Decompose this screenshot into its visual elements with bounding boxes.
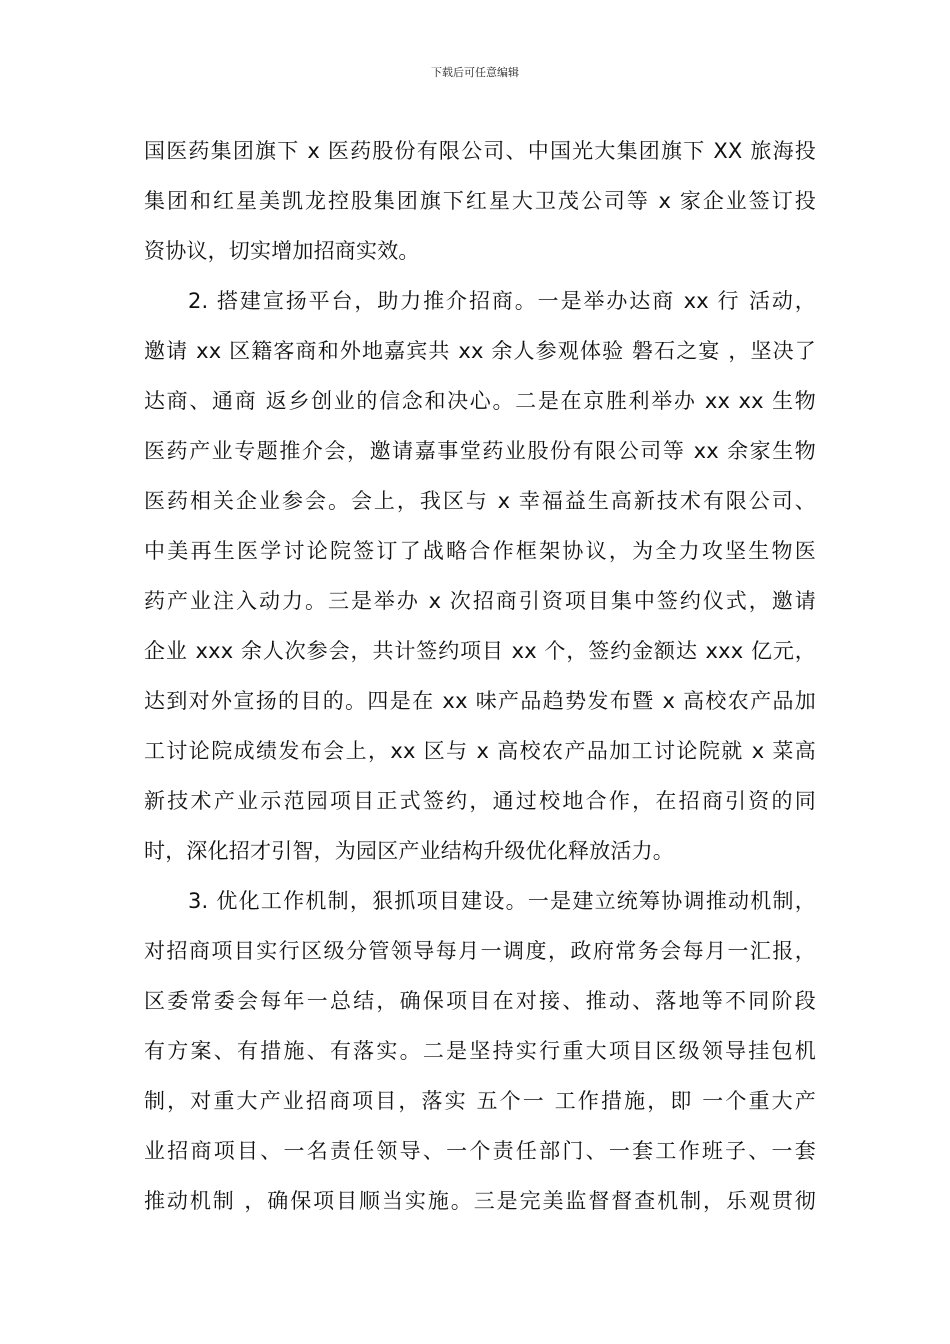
body-line: 国医药集团旗下 x 医药股份有限公司、中国光大集团旗下 XX 旅海投: [144, 139, 816, 163]
body-line: 企业 xxx 余人次参会，共计签约项目 xx 个，签约金额达 xxx 亿元，: [144, 639, 816, 663]
body-line: 新技术产业示范园项目正式签约，通过校地合作，在招商引资的同: [144, 789, 816, 813]
body-line: 有方案、有措施、有落实。二是坚持实行重大项目区级领导挂包机: [144, 1039, 816, 1063]
body-line: 对招商项目实行区级分管领导每月一调度，政府常务会每月一汇报，: [144, 939, 816, 963]
body-line: 资协议，切实增加招商实效。: [144, 239, 420, 263]
body-line: 3. 优化工作机制，狠抓项目建设。一是建立统筹协调推动机制，: [188, 889, 816, 913]
body-line: 推动机制 ，确保项目顺当实施。三是完美监督督查机制，乐观贯彻: [144, 1189, 816, 1213]
body-line: 时，深化招才引智，为园区产业结构升级优化释放活力。: [144, 839, 674, 863]
body-line: 医药产业专题推介会，邀请嘉事堂药业股份有限公司等 xx 余家生物: [144, 439, 816, 463]
body-line: 邀请 xx 区籍客商和外地嘉宾共 xx 余人参观体验 磐石之宴 ，坚决了: [144, 339, 816, 363]
body-line: 医药相关企业参会。会上，我区与 x 幸福益生高新技术有限公司、: [144, 489, 816, 513]
body-line: 业招商项目、一名责任领导、一个责任部门、一套工作班子、一套: [144, 1139, 816, 1163]
body-line: 工讨论院成绩发布会上，xx 区与 x 高校农产品加工讨论院就 x 菜高: [144, 739, 816, 763]
document-body: [144, 126, 816, 1226]
body-line: 达商、通商 返乡创业的信念和决心。二是在京胜利举办 xx xx 生物: [144, 389, 816, 413]
body-line: 药产业注入动力。三是举办 x 次招商引资项目集中签约仪式，邀请: [144, 589, 816, 613]
body-line: 集团和红星美凯龙控股集团旗下红星大卫茂公司等 x 家企业签订投: [144, 189, 816, 213]
body-line: 制，对重大产业招商项目，落实 五个一 工作措施，即 一个重大产: [144, 1089, 816, 1113]
body-line: 达到对外宣扬的目的。四是在 xx 味产品趋势发布暨 x 高校农产品加: [144, 689, 816, 713]
page-header: 下载后可任意编辑: [431, 66, 519, 79]
body-line: 中美再生医学讨论院签订了战略合作框架协议，为全力攻坚生物医: [144, 539, 816, 563]
body-line: 2. 搭建宣扬平台，助力推介招商。一是举办达商 xx 行 活动，: [188, 289, 816, 313]
body-line: 区委常委会每年一总结，确保项目在对接、推动、落地等不同阶段: [144, 989, 816, 1013]
